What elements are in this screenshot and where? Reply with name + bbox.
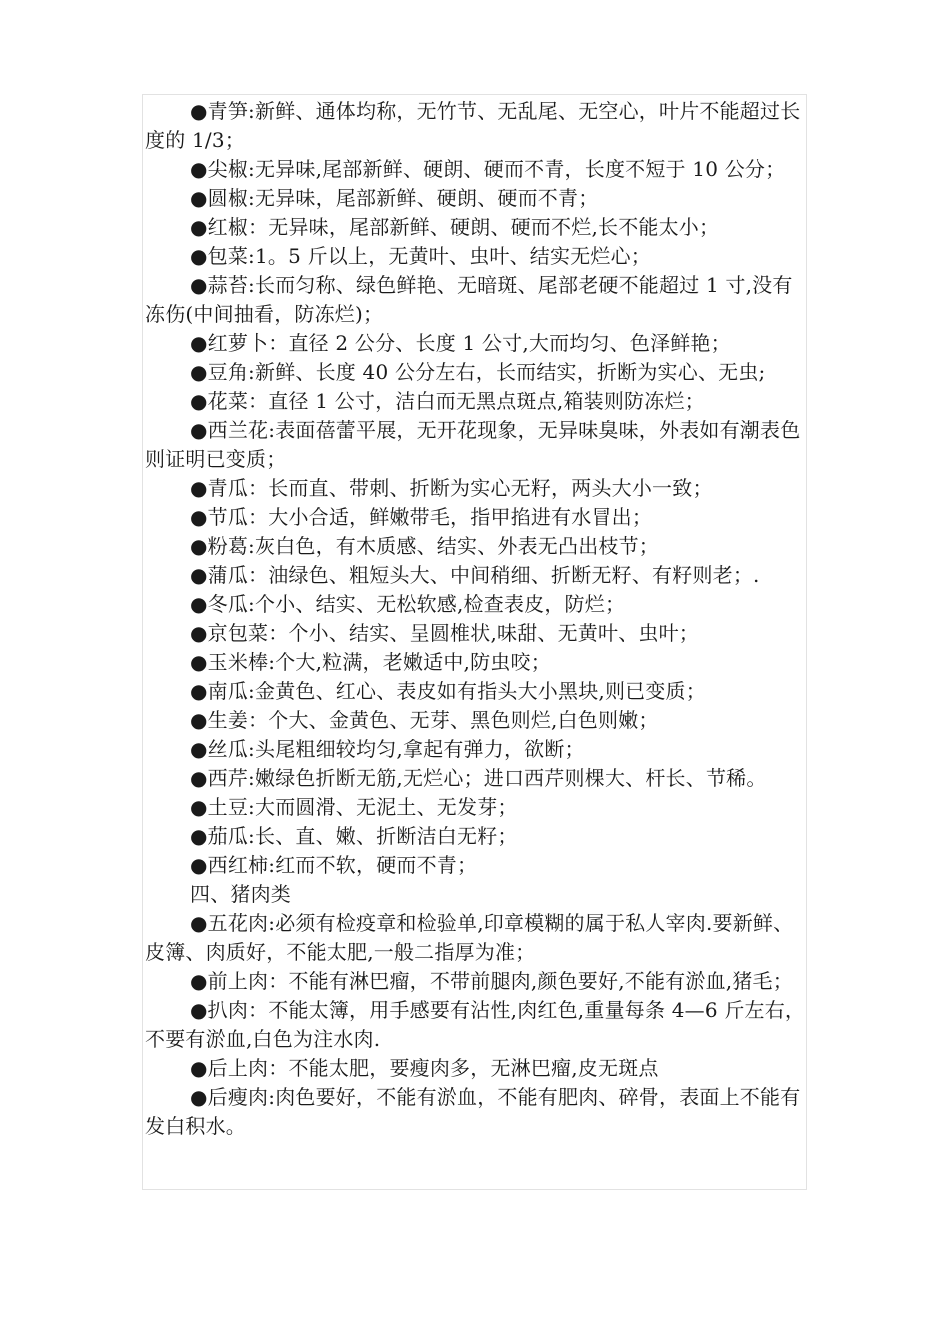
paragraph-qinggua: ●青瓜：长而直、带刺、折断为实心无籽，两头大小一致； — [190, 476, 713, 500]
paragraph-tudou: ●土豆:大而圆滑、无泥土、无发芽； — [190, 795, 518, 819]
paragraph-wuhuarou: ●五花肉:必须有检疫章和检验单,印章模糊的属于私人宰肉.要新鲜、皮簿、肉质好，不能太肥,一般二指厚为准； — [145, 911, 794, 964]
paragraph-xiqin: ●西芹:嫩绿色折断无筋,无烂心；进口西芹则棵大、杆长、节稀。 — [190, 766, 767, 790]
paragraph-hongluobo: ●红萝卜：直径 2 公分、长度 1 公寸,大而均匀、色泽鲜艳； — [190, 331, 731, 355]
paragraph-suantai: ●蒜苔:长而匀称、绿色鲜艳、无暗斑、尾部老硬不能超过 1 寸,没有冻伤(中间抽看，防冻烂)； — [145, 273, 793, 326]
paragraph-nangua: ●南瓜:金黄色、红心、表皮如有指头大小黑块,则已变质； — [190, 679, 706, 703]
paragraph-jianjiao: ●尖椒:无异味,尾部新鲜、硬朗、硬而不青，长度不短于 10 公分； — [190, 157, 786, 181]
paragraph-jingbaocai: ●京包菜：个小、结实、呈圆椎状,味甜、无黄叶、虫叶； — [190, 621, 700, 645]
paragraph-pugua: ●蒲瓜：油绿色、粗短头大、中间稍细、折断无籽、有籽则老；. — [190, 563, 760, 587]
paragraph-xihongshi: ●西红柿:红而不软，硬而不青； — [190, 853, 478, 877]
paragraph-houshourou: ●后瘦肉:肉色要好，不能有淤血，不能有肥肉、碎骨，表面上不能有发白积水。 — [145, 1085, 801, 1138]
paragraph-xilanhua: ●西兰花:表面蓓蕾平展，无开花现象，无异味臭味，外表如有潮表色则证明已变质； — [145, 418, 801, 471]
paragraph-fenge: ●粉葛:灰白色，有木质感、结实、外表无凸出枝节； — [190, 534, 659, 558]
paragraph-qianshangrou: ●前上肉：不能有淋巴瘤，不带前腿肉,颜色要好,不能有淤血,猪毛； — [190, 969, 793, 993]
paragraph-shengjiang: ●生姜：个大、金黄色、无芽、黑色则烂,白色则嫩； — [190, 708, 659, 732]
paragraph-yuanjiao: ●圆椒:无异味，尾部新鲜、硬朗、硬而不青； — [190, 186, 599, 210]
paragraph-houshangrou: ●后上肉：不能太肥，要瘦肉多，无淋巴瘤,皮无斑点 — [190, 1056, 659, 1080]
paragraph-yumibang: ●玉米棒:个大,粒满，老嫩适中,防虫咬； — [190, 650, 551, 674]
paragraph-parou: ●扒肉：不能太簿，用手感要有沾性,肉红色,重量每条 4—6 斤左右，不要有淤血,白色为注水肉. — [145, 998, 806, 1051]
paragraph-hongjiao: ●红椒：无异味，尾部新鲜、硬朗、硬而不烂,长不能太小； — [190, 215, 720, 239]
paragraph-sigua: ●丝瓜:头尾粗细较均匀,拿起有弹力，欲断； — [190, 737, 585, 761]
paragraph-baocai: ●包菜:1。5 斤以上，无黄叶、虫叶、结实无烂心； — [190, 244, 651, 268]
paragraph-donggua: ●冬瓜:个小、结实、无松软感,检查表皮，防烂； — [190, 592, 626, 616]
document-content — [142, 94, 807, 1190]
paragraph-qiegua: ●茄瓜:长、直、嫩、折断洁白无籽； — [190, 824, 518, 848]
paragraph-qingsun: ●青笋:新鲜、通体均称，无竹节、无乱尾、无空心，叶片不能超过长度的 1/3； — [145, 99, 801, 152]
paragraph-huacai: ●花菜：直径 1 公寸，洁白而无黑点斑点,箱装则防冻烂； — [190, 389, 705, 413]
section-heading-pork: 四、猪肉类 — [190, 882, 291, 906]
paragraph-jiegua: ●节瓜：大小合适，鲜嫩带毛，指甲掐进有水冒出； — [190, 505, 653, 529]
paragraph-doujiao: ●豆角:新鲜、长度 40 公分左右，长而结实，折断为实心、无虫; — [190, 360, 766, 384]
